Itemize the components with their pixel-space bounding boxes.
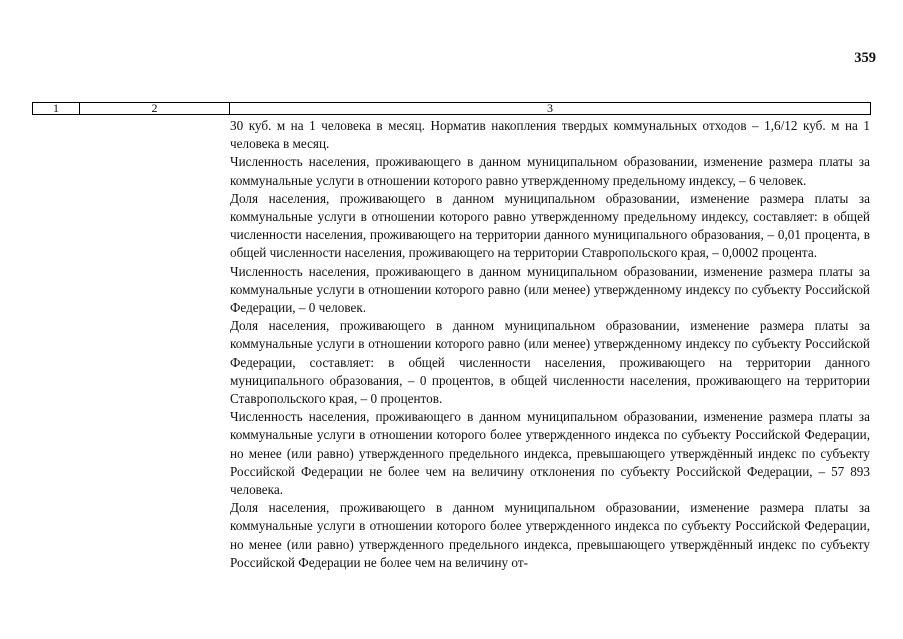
column-header-1: 1 <box>33 103 80 115</box>
column-header-3: 3 <box>230 103 871 115</box>
column-header-table <box>32 102 871 115</box>
paragraph: Доля населения, проживающего в данном муниципальном образовании, изменение размера платы за коммунальные услуги в отношении которого равно утвержденному предельному индексу, составляет: в общей численности населения, проживающего на территории данного муниципального образования, – 0,01 процента, в общей численности населения, проживающего на территории Ставропольского края, – 0,0002 процента. <box>230 190 870 261</box>
paragraph: Доля населения, проживающего в данном муниципальном образовании, изменение размера платы за коммунальные услуги в отношении которого более утвержденного индекса по субъекту Российской Федерации, но менее (или равно) утвержденного предельного индекса, превышающего утверждённый индекс по субъекту Российской Федерации не более чем на величину от- <box>230 500 870 570</box>
column-3-text <box>230 117 870 572</box>
paragraph: Численность населения, проживающего в данном муниципальном образовании, изменение размера платы за коммунальные услуги в отношении которого равно утвержденному предельному индексу, – 6 человек. <box>230 154 870 188</box>
paragraph: 30 куб. м на 1 человека в месяц. Норматив накопления твердых коммунальных отходов – 1,6/12 куб. м на 1 человека в месяц. <box>230 118 870 152</box>
page-number: 359 <box>854 50 876 66</box>
column-header-2: 2 <box>80 103 230 115</box>
paragraph: Численность населения, проживающего в данном муниципальном образовании, изменение размера платы за коммунальные услуги в отношении которого равно (или менее) утвержденному индексу по субъекту Российской Федерации, – 0 человек. <box>230 263 870 316</box>
paragraph: Доля населения, проживающего в данном муниципальном образовании, изменение размера платы за коммунальные услуги в отношении которого равно (или менее) утвержденному индексу по субъекту Российской Федерации, составляет: в общей численности населения, проживающего на территории данного муниципального образования, – 0 процентов, в общей численности населения, проживающего на территории Ставропольского края, – 0 процентов. <box>230 318 870 407</box>
column-header-row <box>33 103 871 115</box>
paragraph: Численность населения, проживающего в данном муниципальном образовании, изменение размера платы за коммунальные услуги в отношении которого более утвержденного индекса по субъекту Российской Федерации, но менее (или равно) утвержденного предельного индекса, превышающего утверждённый индекс по субъекту Российской Федерации не более чем на величину отклонения по субъекту Российской Федерации, – 57 893 человека. <box>230 409 870 498</box>
